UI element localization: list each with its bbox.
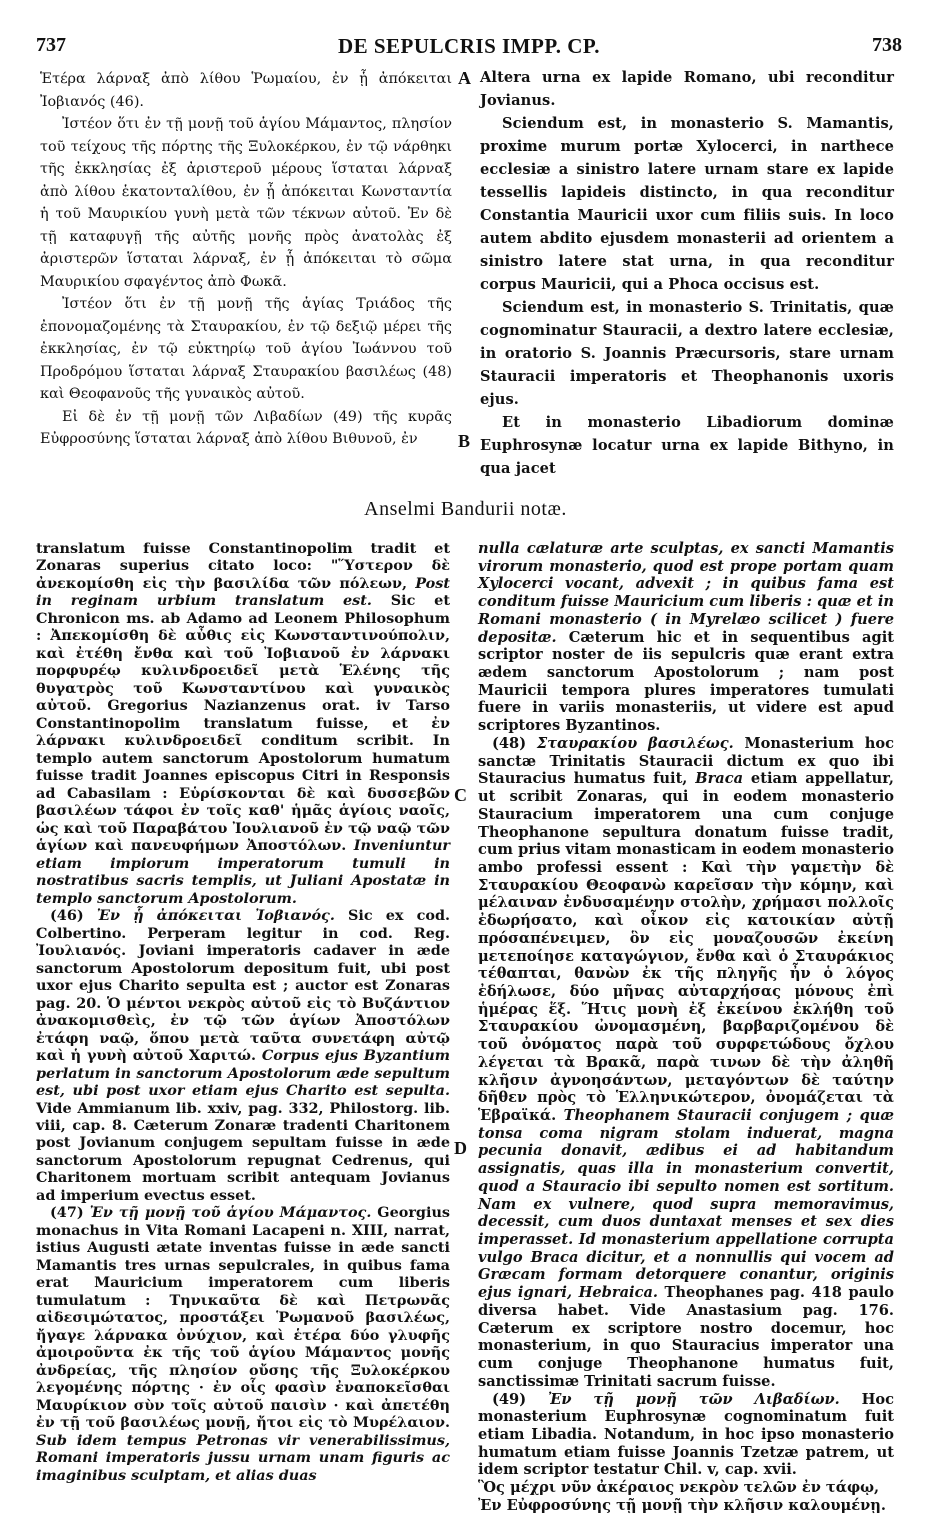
verse-line-1: Ὃς μέχρι νῦν ἀκέραιος νεκρὸν τελῶν ἐν τάφῳ,	[478, 1479, 880, 1497]
greek-text-column	[40, 68, 452, 451]
note-text: Georgius monachus in Vita Romani Lacapeni n. XIII, narrat, istius Augusti ætate inventas fuisse in æde sancti Mamantis tres urnas sepulcrales, in quibus fama erat Mauricium imperatorem cum liberis tumulatum :	[36, 1204, 451, 1309]
note-text: etiam appellatur, ut scribit Zonaras, qui in eodem monasterio Stauracium imperatorem una cum conjuge Theophanone sepultura donatum fuisse tradit, cum prius vitam monasticam in eodem monasterio ambo professi essent :	[478, 770, 894, 876]
note-lemma: Ἐν τῇ μονῇ τοῦ ἁγίου Μάμαντος.	[89, 1204, 372, 1222]
note-47	[36, 1204, 450, 1484]
note-text: Hoc monasterium Euphrosynæ cognominatum fuit etiam Libadia. Notandum, in hoc ipso monasterio humatum etiam fuisse Joannis Tzetzæ patrem, ut idem scriptor testatur Chil. v, cap. xvii.	[478, 1390, 894, 1479]
margin-marker-b: B	[458, 431, 471, 451]
note-greek-quote: "Ὕστερον δὲ ἀνεκομίσθη εἰς τὴν βασιλίδα τῶν πόλεων,	[36, 557, 450, 592]
note-latin-quote: Corpus ejus Byzantium perlatum in sanctorum Apostolorum æde sepultum est, ubi post uxor etiam ejus Charito est sepulta.	[36, 1047, 450, 1100]
note-number: (46)	[50, 907, 97, 925]
latin-paragraph-4: Et in monasterio Libadiorum dominæ Euphrosynæ locatur urna ex lapide Bithyno, in qua jacet	[480, 414, 894, 477]
notes-left-column	[36, 540, 450, 1484]
greek-paragraph-1: Ἑτέρα λάρναξ ἀπὸ λίθου Ῥωμαίου, ἐν ᾗ ἀπόκειται Ἰοβιανός (46).	[40, 71, 452, 110]
note-paragraph	[36, 540, 450, 907]
note-greek-quote: Καὶ τὴν γαμετὴν δὲ Σταυρακίου Θεοφανὼ καρεῖσαν τὴν κόμην, καὶ μέλαιναν ἐνδυσαμένην στολὴν, χρήμασι πολλοῖς ἐδωρήσατο, καὶ οἶκον εἰς κατοικίαν αὐτῇ πρόσαπένειμεν, ὃν εἰς μοναζουσῶν ἐκείνη μετεποίησε καταγώγιον, ἔνθα καὶ ὁ Σταυράκιος τέθαπται, θανὼν ἐκ τῆς πληγῆς ἦν ὁ λόγος ἐδήλωσε, δύο μῆνας αὐταρχήσας μόνους ἐπὶ ἡμέρας ἕξ. Ἥτις μονὴ ἐξ ἐκείνου ἐκλήθη τοῦ Σταυρακίου ὠνομασμένη, βαρβαριζομένου δὲ τοῦ ὀνόματος παρὰ τοῦ συρφετώδους ὄχλου λέγεται τὰ Βρακᾶ, παρὰ τινων δὲ τὴν ἀληθῆ κλῆσιν ἀγνοησάντων, μεταγόντων δὲ ταύτην δῆθεν πρὸς τὸ Ἑλληνικώτερον, ὀνομάζεται τὰ Ἑβραϊκά.	[478, 858, 894, 1124]
margin-marker-a: A	[458, 68, 471, 88]
note-text: Monasterium hoc sanctæ Trinitatis Stauracii dictum ex quo ibi Stauracius humatus fuit,	[478, 734, 895, 788]
note-number: (49)	[492, 1390, 549, 1408]
margin-marker-d: D	[454, 1138, 467, 1158]
note-latin-quote: Sub idem tempus Petronas vir venerabilissimus, Romani imperatoris jussu urnam unam figuris ac imaginibus sculptam, et alias duas	[36, 1431, 450, 1484]
margin-marker-c: C	[454, 785, 467, 805]
latin-paragraph-1: Altera urna ex lapide Romano, ubi reconditur Jovianus.	[480, 69, 894, 109]
note-lemma: Ἐν τῇ μονῇ τῶν Λιβαδίων.	[548, 1390, 840, 1408]
greek-paragraph-4: Εἰ δὲ ἐν τῇ μονῇ τῶν Λιβαδίων (49) τῆς κυρᾶς Εὐφροσύνης ἵσταται λάρναξ ἀπὸ λίθου Βιθυνοῦ, ἐν	[40, 408, 452, 447]
verse-line-2: Ἐν Εὐφροσύνης τῇ μονῇ τὴν κλῆσιν καλουμένῃ.	[478, 1496, 886, 1514]
note-text: Vide Ammianum lib. xxiv, pag. 332, Philostorg. lib. viii, cap. 8. Cæterum Zonaræ tradenti Charitonem post Jovianum conjugem sepultam fuisse in æde sanctorum Apostolorum repugnat Cedrenus, qui Charitonem mortuam scribit antequam Jovianus ad imperium evectus esset.	[36, 1099, 450, 1204]
greek-paragraph-3: Ἰστέον ὅτι ἐν τῇ μονῇ τῆς ἁγίας Τριάδος τῆς ἐπονομαζομένης τὰ Σταυρακίου, ἐν τῷ δεξιῷ μέρει τῆς ἐκκλησίας, ἐν τῷ εὐκτηρίῳ τοῦ ἁγίου Ἰωάννου τοῦ Προδρόμου ἵσταται λάρναξ Σταυρακίου βασιλέως (48) καὶ Θεοφανοῦς τῆς γυναικὸς αὐτοῦ.	[40, 296, 452, 402]
page-number-right: 738	[872, 34, 902, 56]
page-number-left: 737	[36, 34, 66, 56]
note-greek-quote: Ἀπεκομίσθη δὲ αὖθις εἰς Κωνσταντινούπολιν, καὶ ἐτέθη ἔνθα καὶ τοῦ Ἰοβιανοῦ ἐν λάρνακι πορφυρέῳ κυλινδροειδεῖ μετὰ Ἑλένης τῆς θυγατρὸς τοῦ Κωνσταντίνου καὶ γυναικὸς αὐτοῦ.	[36, 627, 451, 715]
note-text: translatum fuisse Constantinopolim tradit et Zonaras superius citato loco:	[36, 540, 450, 575]
note-latin-quote: Theophanem Stauracii conjugem ; quæ tonsa coma nigram stolam induerat, magna pecunia donavit, ædibus ei ad habitandum assignatis, quas illa in monasterium convertit, quod a Stauracio ibi sepulto nomen est sortitum. Nam ex vulnere, quod supra memoravimus, decessit, cum duos duntaxat menses et sex dies imperasset. Id monasterium appellatione corrupta vulgo Braca dicitur, et a nonnullis qui vocem ad Græcam formam detorquere conantur, originis ejus ignari, Hebraica.	[478, 1107, 894, 1302]
note-term: Braca	[695, 770, 744, 788]
note-text: Sic et Chronicon ms. ab Adamo ad Leonem Philosophum :	[36, 592, 450, 645]
note-number: (47)	[50, 1204, 90, 1222]
latin-text-column	[480, 66, 894, 480]
note-lemma: Σταυρακίου βασιλέως.	[536, 734, 734, 752]
note-46	[36, 907, 450, 1204]
notes-right-column	[478, 540, 894, 1515]
note-text: Sic ex cod. Colbertino. Perperam legitur in cod. Reg. Ἰουλιανός. Joviani imperatoris cadaver in æde sanctorum Apostolorum depositum fuit, ubi post uxor ejus Charito sepulta est ; auctor est Zonaras pag. 20.	[36, 907, 451, 1012]
latin-paragraph-3: Sciendum est, in monasterio S. Trinitatis, quæ cognominatur Stauracii, a dextro latere ecclesiæ, in oratorio S. Joannis Præcursoris, stare urnam Stauracii imperatoris et Theophanonis uxoris ejus.	[480, 299, 894, 408]
note-latin-quote: Post in reginam urbium translatum est.	[36, 574, 450, 610]
note-text: Cæterum hic et in sequentibus agit scriptor noster de iis sepulcris quæ erant extra ædem sanctorum Apostolorum ; nam post Mauricii tempora plures imperatores tumulati fuere in variis monasteriis, ut videre est apud scriptores Byzantinos.	[478, 628, 894, 735]
note-48	[478, 735, 894, 1391]
latin-paragraph-2: Sciendum est, in monasterio S. Mamantis, proxime murum portæ Xylocerci, in narthece ecclesiæ a sinistro latere urnam stare ex lapide tessellis lapideis distincto, in qua reconditur Constantia Mauricii uxor cum filiis suis. In loco autem abdito ejusdem monasterii ad orientem a sinistro latere stat urna, in qua reconditur corpus Mauricii, qui a Phoca occisus est.	[480, 115, 894, 293]
note-latin-quote: nulla cælaturæ arte sculptas, ex sancti Mamantis virorum monasterio, quod est prope portam quam Xylocerci vocant, advexit ; in quibus fama est conditum fuisse Mauricium cum liberis : quæ et in Romani monasterio ( in Myrelæo scilicet ) fuere depositæ.	[478, 540, 894, 646]
note-latin-quote: Inveniuntur etiam impiorum imperatorum tumuli in nostratibus sacris templis, ut Juliani Apostatæ in templo sanctorum Apostolorum.	[36, 837, 450, 907]
running-header	[36, 34, 902, 62]
note-greek-quote: Εὑρίσκονται δὲ καὶ δυσσεβῶν βασιλέων τάφοι ἐν τοῖς καθ' ἡμᾶς ἁγίοις ναοῖς, ὡς καὶ τοῦ Παραβάτου Ἰουλιανοῦ ἐν τῷ ναῷ τῶν ἁγίων καὶ πανευφήμων Ἀποστόλων.	[36, 784, 451, 855]
note-text: Theophanes pag. 418 paulo diversa habet. Vide Anastasium pag. 176. Cæterum ex scriptore nostro docemur, hoc monasterium, in quo Stauracius imperator una cum conjuge Theophanone humatus fuit, sanctissimæ Trinitati sacrum fuisse.	[478, 1284, 894, 1390]
note-lemma: Ἐν ᾗ ἀπόκειται Ἰοβιανός.	[96, 907, 335, 925]
greek-paragraph-2: Ἰστέον ὅτι ἐν τῇ μονῇ τοῦ ἁγίου Μάμαντος, πλησίον τοῦ τείχους τῆς πόρτης τῆς Ξυλοκέρκου, ἐν τῷ νάρθηκι τῆς ἐκκλησίας ἐξ ἀριστεροῦ μέρους ἵσταται λάρναξ ἀπὸ λίθου ἑκατονταλίθου, ἐν ᾗ ἀπόκειται Κωνσταντία ἡ τοῦ Μαυρικίου γυνὴ μετὰ τῶν τέκνων αὐτοῦ. Ἐν δὲ τῇ καταφυγῇ τῆς αὐτῆς μονῆς πρὸς ἀνατολὰς ἐξ ἀριστερῶν ἵσταται λάρναξ, ἐν ᾗ ἀπόκειται τὸ σῶμα Μαυρικίου σφαγέντος ἀπὸ Φωκᾶ.	[40, 116, 452, 290]
note-number: (48)	[492, 734, 537, 752]
note-paragraph	[478, 540, 894, 735]
note-greek-quote: Τηνικαῦτα δὲ καὶ Πετρωνᾶς αἰδεσιμώτατος, προστάξει Ῥωμανοῦ βασιλέως, ἤγαγε λάρνακα ὀνύχιον, καὶ ἑτέρα δύο γλυφῆς ἀμοιροῦντα ἐκ τῆς τοῦ ἁγίου Μάμαντος μονῆς ἀνδρείας, τῆς πλησίον οὔσης τῆς Ξυλοκέρκου λεγομένης πόρτης · ἐν οἷς φασὶν ἐναποκεῖσθαι Μαυρίκιον σὺν τοῖς αὐτοῦ παισὶν · καὶ ἀπετέθη ἐν τῇ τοῦ βασιλέως μονῇ, ἤτοι εἰς τὸ Μυρέλαιον.	[36, 1291, 450, 1432]
note-49	[478, 1391, 894, 1480]
running-title: DE SEPULCRIS IMPP. CP.	[337, 34, 601, 58]
notes-heading: Anselmi Bandurii notæ.	[364, 498, 567, 520]
note-text: Gregorius Nazianzenus orat. iv Tarso Constantinopolim translatum fuisse, et ἐν λάρνακι κυλινδροειδεῖ conditum scribit. In templo autem sanctorum Apostolorum humatum fuisse tradit Joannes episcopus Citri in Responsis ad Cabasilam :	[36, 697, 450, 802]
note-greek-quote: Ὁ μέντοι νεκρὸς αὐτοῦ εἰς τὸ Βυζάντιον ἀνακομισθεὶς, ἐν τῷ τῶν ἁγίων Ἀποστόλων ἐτάφη ναῷ, ὅπου μετὰ ταῦτα συνετάφη αὐτῷ καὶ ἡ γυνὴ αὐτοῦ Χαριτώ.	[36, 994, 451, 1065]
